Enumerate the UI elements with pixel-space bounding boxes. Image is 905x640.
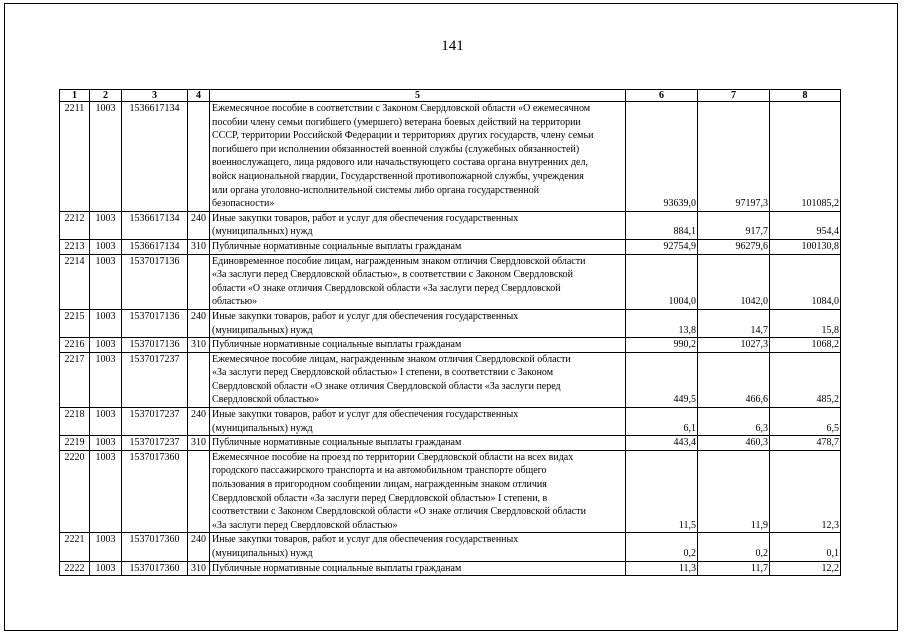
amount-year2-cell: 11,7 xyxy=(698,561,770,576)
column-header: 3 xyxy=(122,90,188,102)
table-row xyxy=(60,533,841,561)
table-row xyxy=(60,254,841,309)
amount-year3-cell: 478,7 xyxy=(770,436,841,451)
row-number-cell: 2215 xyxy=(60,309,90,337)
amount-year2-cell: 6,3 xyxy=(698,408,770,436)
table-row xyxy=(60,561,841,576)
target-code-cell: 1537017237 xyxy=(122,408,188,436)
description-cell: Ежемесячное пособие на проезд по территории Свердловской области на всех видах городского пассажирского транспорта и на автомобильном транспорте общего пользования в пригородном сообщении лицам, награжденным знаком отличия Свердловской области «За заслуги перед Свердловской областью» I степени, в соответствии с Законом Свердловской области «О знаке отличия Свердловской области «За заслуги перед Свердловской областью» xyxy=(210,450,626,533)
expense-type-cell xyxy=(188,450,210,533)
amount-year1-cell: 92754,9 xyxy=(626,239,698,254)
amount-year2-cell: 466,6 xyxy=(698,352,770,407)
amount-year3-cell: 12,3 xyxy=(770,450,841,533)
target-code-cell: 1537017136 xyxy=(122,309,188,337)
amount-year2-cell: 96279,6 xyxy=(698,239,770,254)
target-code-cell: 1537017360 xyxy=(122,533,188,561)
description-cell: Иные закупки товаров, работ и услуг для обеспечения государственных (муниципальных) нужд xyxy=(210,533,626,561)
amount-year1-cell: 13,8 xyxy=(626,309,698,337)
description-cell: Иные закупки товаров, работ и услуг для обеспечения государственных (муниципальных) нужд xyxy=(210,309,626,337)
amount-year1-cell: 884,1 xyxy=(626,211,698,239)
description-cell: Публичные нормативные социальные выплаты гражданам xyxy=(210,561,626,576)
table-row xyxy=(60,450,841,533)
amount-year2-cell: 14,7 xyxy=(698,309,770,337)
budget-table xyxy=(59,89,841,576)
amount-year1-cell: 1004,0 xyxy=(626,254,698,309)
section-code-cell: 1003 xyxy=(90,102,122,212)
section-code-cell: 1003 xyxy=(90,533,122,561)
row-number-cell: 2220 xyxy=(60,450,90,533)
row-number-cell: 2217 xyxy=(60,352,90,407)
table-row xyxy=(60,408,841,436)
amount-year2-cell: 1042,0 xyxy=(698,254,770,309)
target-code-cell: 1537017360 xyxy=(122,450,188,533)
row-number-cell: 2216 xyxy=(60,338,90,353)
amount-year3-cell: 100130,8 xyxy=(770,239,841,254)
description-cell: Публичные нормативные социальные выплаты гражданам xyxy=(210,436,626,451)
amount-year3-cell: 1068,2 xyxy=(770,338,841,353)
description-cell: Публичные нормативные социальные выплаты гражданам xyxy=(210,239,626,254)
table-row xyxy=(60,436,841,451)
description-cell: Ежемесячное пособие в соответствии с Законом Свердловской области «О ежемесячном пособии члену семьи погибшего (умершего) ветерана боевых действий на территории СССР, территории Российской Федерации и территориях других государств, члену семьи погибшего при исполнении обязанностей военной службы (служебных обязанностей) военнослужащего, лица рядового или начальствующего состава органа внутренних дел, войск национальной гвардии, Государственной противопожарной службы, учреждения или органа уголовно-исполнительной системы либо органа государственной безопасности» xyxy=(210,102,626,212)
page-number: 141 xyxy=(441,38,464,54)
row-number-cell: 2221 xyxy=(60,533,90,561)
amount-year3-cell: 1084,0 xyxy=(770,254,841,309)
amount-year3-cell: 15,8 xyxy=(770,309,841,337)
amount-year3-cell: 485,2 xyxy=(770,352,841,407)
table-row xyxy=(60,211,841,239)
amount-year3-cell: 0,1 xyxy=(770,533,841,561)
description-cell: Единовременное пособие лицам, награжденным знаком отличия Свердловской области «За заслуги перед Свердловской областью», в соответствии с Законом Свердловской области «О знаке отличия Свердловской области «За заслуги перед Свердловской областью» xyxy=(210,254,626,309)
amount-year2-cell: 0,2 xyxy=(698,533,770,561)
expense-type-cell xyxy=(188,352,210,407)
amount-year1-cell: 449,5 xyxy=(626,352,698,407)
target-code-cell: 1536617134 xyxy=(122,239,188,254)
amount-year1-cell: 0,2 xyxy=(626,533,698,561)
section-code-cell: 1003 xyxy=(90,254,122,309)
description-cell: Публичные нормативные социальные выплаты гражданам xyxy=(210,338,626,353)
expense-type-cell: 240 xyxy=(188,533,210,561)
amount-year3-cell: 954,4 xyxy=(770,211,841,239)
expense-type-cell: 240 xyxy=(188,408,210,436)
amount-year1-cell: 990,2 xyxy=(626,338,698,353)
amount-year2-cell: 11,9 xyxy=(698,450,770,533)
target-code-cell: 1537017136 xyxy=(122,254,188,309)
column-header: 1 xyxy=(60,90,90,102)
amount-year3-cell: 6,5 xyxy=(770,408,841,436)
row-number-cell: 2213 xyxy=(60,239,90,254)
section-code-cell: 1003 xyxy=(90,239,122,254)
row-number-cell: 2219 xyxy=(60,436,90,451)
table-row xyxy=(60,102,841,212)
target-code-cell: 1537017237 xyxy=(122,436,188,451)
expense-type-cell: 240 xyxy=(188,211,210,239)
table-row xyxy=(60,338,841,353)
amount-year2-cell: 917,7 xyxy=(698,211,770,239)
section-code-cell: 1003 xyxy=(90,408,122,436)
amount-year1-cell: 6,1 xyxy=(626,408,698,436)
section-code-cell: 1003 xyxy=(90,309,122,337)
amount-year3-cell: 12,2 xyxy=(770,561,841,576)
table-row xyxy=(60,309,841,337)
amount-year2-cell: 1027,3 xyxy=(698,338,770,353)
column-header: 5 xyxy=(210,90,626,102)
row-number-cell: 2218 xyxy=(60,408,90,436)
expense-type-cell: 310 xyxy=(188,338,210,353)
amount-year1-cell: 93639,0 xyxy=(626,102,698,212)
amount-year2-cell: 97197,3 xyxy=(698,102,770,212)
row-number-cell: 2214 xyxy=(60,254,90,309)
expense-type-cell: 310 xyxy=(188,239,210,254)
column-header: 6 xyxy=(626,90,698,102)
header-row xyxy=(60,90,841,102)
table-row xyxy=(60,352,841,407)
description-cell: Иные закупки товаров, работ и услуг для обеспечения государственных (муниципальных) нужд xyxy=(210,408,626,436)
row-number-cell: 2212 xyxy=(60,211,90,239)
expense-type-cell: 310 xyxy=(188,561,210,576)
amount-year1-cell: 443,4 xyxy=(626,436,698,451)
row-number-cell: 2222 xyxy=(60,561,90,576)
target-code-cell: 1536617134 xyxy=(122,102,188,212)
target-code-cell: 1537017237 xyxy=(122,352,188,407)
description-cell: Иные закупки товаров, работ и услуг для обеспечения государственных (муниципальных) нужд xyxy=(210,211,626,239)
section-code-cell: 1003 xyxy=(90,352,122,407)
table-row xyxy=(60,239,841,254)
target-code-cell: 1536617134 xyxy=(122,211,188,239)
section-code-cell: 1003 xyxy=(90,211,122,239)
expense-type-cell xyxy=(188,102,210,212)
section-code-cell: 1003 xyxy=(90,561,122,576)
target-code-cell: 1537017360 xyxy=(122,561,188,576)
target-code-cell: 1537017136 xyxy=(122,338,188,353)
column-header: 2 xyxy=(90,90,122,102)
amount-year2-cell: 460,3 xyxy=(698,436,770,451)
expense-type-cell: 310 xyxy=(188,436,210,451)
column-header: 7 xyxy=(698,90,770,102)
description-cell: Ежемесячное пособие лицам, награжденным знаком отличия Свердловской области «За заслуги перед Свердловской областью» I степени, в соответствии с Законом Свердловской области «О знаке отличия Свердловской области «За заслуги перед Свердловской областью» xyxy=(210,352,626,407)
amount-year1-cell: 11,3 xyxy=(626,561,698,576)
section-code-cell: 1003 xyxy=(90,338,122,353)
amount-year1-cell: 11,5 xyxy=(626,450,698,533)
expense-type-cell xyxy=(188,254,210,309)
section-code-cell: 1003 xyxy=(90,450,122,533)
column-header: 8 xyxy=(770,90,841,102)
section-code-cell: 1003 xyxy=(90,436,122,451)
column-header: 4 xyxy=(188,90,210,102)
amount-year3-cell: 101085,2 xyxy=(770,102,841,212)
row-number-cell: 2211 xyxy=(60,102,90,212)
expense-type-cell: 240 xyxy=(188,309,210,337)
